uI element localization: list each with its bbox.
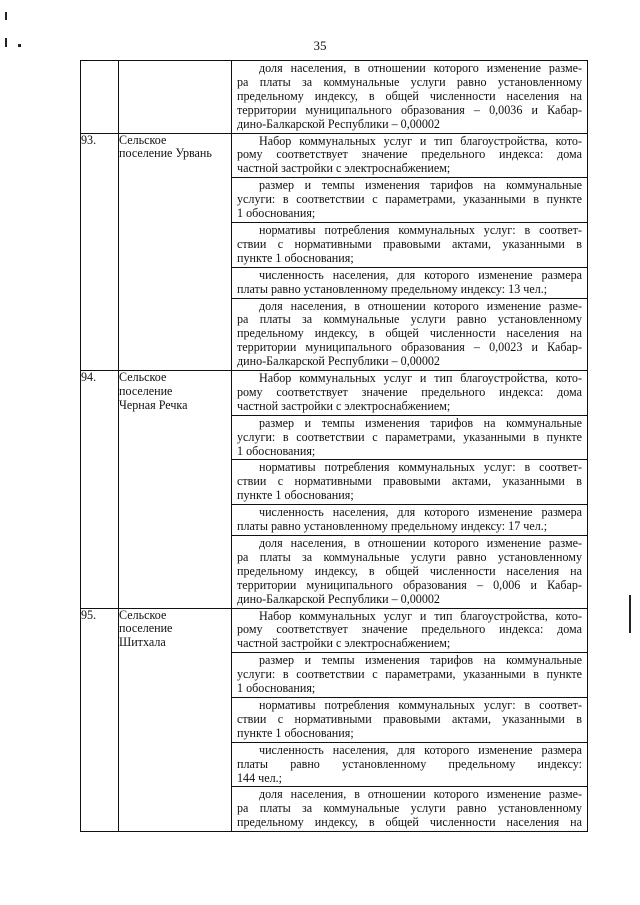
- row-number: 95.: [81, 608, 119, 832]
- text-line: доля населения, в отношении которого изменение разме-: [259, 536, 582, 550]
- text-line: нормативы потребления коммунальных услуг: в соответ-: [259, 222, 582, 237]
- scan-mark: [18, 44, 21, 47]
- text-line: предельному индексу, в общей численности населения на: [237, 563, 582, 578]
- text-line: предельному индексу, в общей численности населения на: [237, 326, 582, 341]
- text-line: платы равно установленному предельному индексу: 13 чел.;: [237, 281, 548, 296]
- text-line: частной застройки с электроснабжением;: [237, 398, 451, 413]
- indicator-paragraph: [232, 787, 587, 831]
- settlement-name: [119, 61, 232, 134]
- settlement-name-line: поселение: [119, 383, 173, 398]
- indicator-paragraph: [232, 653, 587, 698]
- text-line: Набор коммунальных услуг и тип благоустройства, кото-: [259, 371, 582, 386]
- text-line: рому соответствует значение предельного индекса: дома: [237, 622, 582, 637]
- text-line: Набор коммунальных услуг и тип благоустройства, кото-: [259, 133, 582, 148]
- text-line: ра платы за коммунальные услуги равно установленному: [237, 801, 582, 816]
- indicator-paragraph: [232, 743, 587, 788]
- indicator-paragraph: [232, 609, 587, 654]
- settlement-name-line: Шитхала: [119, 635, 166, 650]
- text-line: услуги: в соответствии с параметрами, указанными в пункте: [237, 667, 582, 682]
- indicator-paragraph: [232, 460, 587, 505]
- text-line: размер и темпы изменения тарифов на коммунальные: [259, 178, 582, 193]
- indicators-cell: [232, 133, 588, 371]
- text-line: размер и темпы изменения тарифов на коммунальные: [259, 653, 582, 668]
- indicators-cell: [232, 371, 588, 609]
- text-line: предельному индексу, в общей численности населения на: [237, 88, 582, 103]
- table-row: [81, 133, 588, 371]
- settlement-name-line: Сельское: [119, 607, 167, 622]
- text-line: территории муниципального образования – 0,006 и Кабар-: [237, 577, 582, 592]
- settlement-name-line: Сельское: [119, 370, 167, 385]
- text-line: доля населения, в отношении которого изменение разме-: [259, 787, 582, 802]
- text-line: пункте 1 обоснования;: [237, 725, 354, 740]
- text-line: 1 обоснования;: [237, 443, 316, 458]
- indicator-paragraph: [232, 698, 587, 743]
- text-line: ра платы за коммунальные услуги равно установленному: [237, 74, 582, 89]
- settlement-name-line: Сельское: [119, 132, 167, 147]
- text-line: доля населения, в отношении которого изменение разме-: [259, 61, 582, 75]
- text-line: размер и темпы изменения тарифов на коммунальные: [259, 415, 582, 430]
- text-line: дино-Балкарской Республики – 0,00002: [237, 354, 440, 369]
- text-line: пункте 1 обоснования;: [237, 250, 354, 265]
- text-line: платы равно установленному предельному индексу:: [237, 756, 582, 771]
- row-number: 93.: [81, 133, 119, 371]
- table-row: [81, 371, 588, 609]
- indicator-paragraph: [232, 61, 587, 133]
- text-line: частной застройки с электроснабжением;: [237, 161, 451, 176]
- text-line: нормативы потребления коммунальных услуг: в соответ-: [259, 460, 582, 475]
- table-row: [81, 608, 588, 832]
- settlements-table: [80, 60, 588, 832]
- settlement-name: [119, 371, 232, 609]
- text-line: дино-Балкарской Республики – 0,00002: [237, 116, 440, 131]
- row-number: [81, 61, 119, 134]
- indicators-cell: [232, 61, 588, 134]
- text-line: 144 чел.;: [237, 770, 283, 785]
- text-line: доля населения, в отношении которого изменение разме-: [259, 298, 582, 313]
- settlement-name-line: поселение: [119, 621, 173, 636]
- text-line: численность населения, для которого изменение размера: [259, 267, 582, 282]
- text-line: рому соответствует значение предельного индекса: дома: [237, 147, 582, 162]
- indicator-paragraph: [232, 536, 587, 608]
- text-line: Набор коммунальных услуг и тип благоустройства, кото-: [259, 608, 582, 623]
- text-line: ствии с нормативными правовыми актами, указанными в: [237, 474, 582, 489]
- settlement-name: [119, 608, 232, 832]
- indicator-paragraph: [232, 299, 587, 371]
- text-line: услуги: в соответствии с параметрами, указанными в пункте: [237, 192, 582, 207]
- text-line: ствии с нормативными правовыми актами, указанными в: [237, 236, 582, 251]
- text-line: пункте 1 обоснования;: [237, 488, 354, 503]
- settlement-name-line: Черная Речка: [119, 397, 188, 412]
- text-line: частной застройки с электроснабжением;: [237, 636, 451, 651]
- settlement-name-line: поселение Урвань: [119, 146, 212, 161]
- scan-mark: [629, 595, 631, 633]
- text-line: численность населения, для которого изменение размера: [259, 505, 582, 520]
- text-line: предельному индексу, в общей численности населения на: [237, 815, 582, 830]
- text-line: 1 обоснования;: [237, 206, 316, 221]
- text-line: нормативы потребления коммунальных услуг: в соответ-: [259, 697, 582, 712]
- text-line: численность населения, для которого изменение размера: [259, 742, 582, 757]
- indicator-paragraph: [232, 178, 587, 223]
- text-line: территории муниципального образования – 0,0036 и Кабар-: [237, 102, 582, 117]
- text-line: ствии с нормативными правовыми актами, указанными в: [237, 711, 582, 726]
- text-line: рому соответствует значение предельного индекса: дома: [237, 384, 582, 399]
- indicator-paragraph: [232, 268, 587, 299]
- scan-mark: [5, 12, 7, 20]
- text-line: платы равно установленному предельному индексу: 17 чел.;: [237, 519, 548, 534]
- indicator-paragraph: [232, 505, 587, 536]
- table-body: [81, 61, 588, 832]
- text-line: ра платы за коммунальные услуги равно установленному: [237, 549, 582, 564]
- text-line: территории муниципального образования – 0,0023 и Кабар-: [237, 340, 582, 355]
- indicator-paragraph: [232, 416, 587, 461]
- indicator-paragraph: [232, 134, 587, 179]
- indicator-paragraph: [232, 371, 587, 416]
- text-line: ра платы за коммунальные услуги равно установленному: [237, 312, 582, 327]
- row-number: 94.: [81, 371, 119, 609]
- text-line: дино-Балкарской Республики – 0,00002: [237, 591, 440, 606]
- text-line: 1 обоснования;: [237, 681, 316, 696]
- scan-mark: [5, 38, 7, 47]
- page-number: 35: [313, 38, 327, 53]
- table-row: [81, 61, 588, 134]
- indicators-cell: [232, 608, 588, 832]
- indicator-paragraph: [232, 223, 587, 268]
- text-line: услуги: в соответствии с параметрами, указанными в пункте: [237, 429, 582, 444]
- settlement-name: [119, 133, 232, 371]
